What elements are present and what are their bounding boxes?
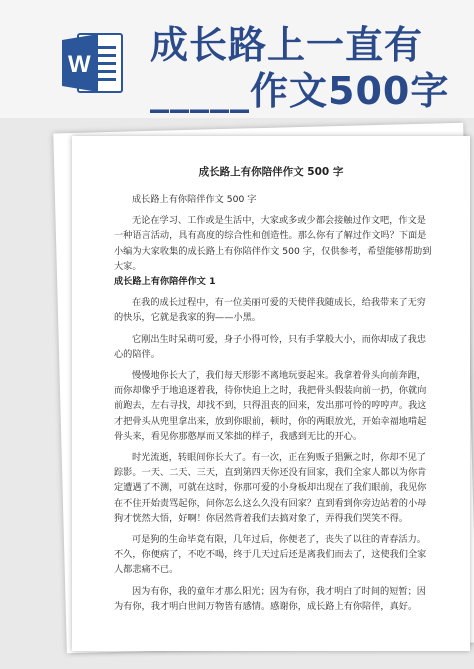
header-banner xyxy=(0,0,474,118)
document-paragraph: 可是狗的生命毕竟有限，几年过后，你便老了，丧失了以往的青春活力。不久，你便病了，不吃不喝，终于几天过后还是离我们而去了，这使我们全家人都悲痛不已。 xyxy=(114,534,427,576)
document-page xyxy=(72,136,470,651)
document-paragraph: 成长路上有你陪伴作文 500 字 xyxy=(132,194,257,205)
document-paragraph: 慢慢地你长大了，我们每天形影不离地玩耍起来。我拿着骨头向前奔跑，而你却像乎于地追逐着我，待你快追上之时，我把骨头假装向前一扔，你就向前跑去，左右寻找，却找不到，只得沮丧的回来，发出那可怜的哼哼声。我这才把骨头从兜里拿出来，放到你眼前，顿时，你的两眼放光，开始幸福地啃起骨头来，看见你那憨厚而又笨拙的样子，我感到无比的开心。 xyxy=(114,370,427,442)
document-paragraph: 时光流逝，转眼间你长大了。有一次，正在狗贩子猖獗之时，你却不见了踪影。一天、二天、三天，直到第四天你还没有回家，我们全家人都以为你肯定遭遇了不测，可就在这时，你那可爱的小身板却出现在了我们眼前，我见你在不住开始责骂起你，问你怎么这么久没有回家？直到看到你旁边站着的小母狗才恍然大悟，好啊！你居然背着我们去搞对象了，弄得我们哭笑不得。 xyxy=(114,452,427,524)
document-body xyxy=(114,192,434,614)
page-title: 成长路上一直有_____作文500字 xyxy=(150,23,450,113)
document-paragraph: 因为有你，我的童年才那么阳光；因为有你，我才明白了时间的短暂；因为有你，我才明白世间万物皆有感情。感谢你，成长路上有你陪伴，真好。 xyxy=(114,585,426,612)
document-paragraph: 在我的成长过程中，有一位美丽可爱的天使伴我随成长，给我带来了无穷的快乐，它就是我家的狗——小黑。 xyxy=(114,297,426,324)
svg-text:W: W xyxy=(68,51,91,78)
document-paragraph: 无论在学习、工作或是生活中，大家或多或少都会接触过作文吧，作文是一种语言活动，具有高度的综合性和创造性。那么你有了解过作文吗？下面是小编为大家收集的成长路上有你陪伴作文 500 字，仅供参考，希望能够帮助到大家。 xyxy=(114,215,432,272)
section-heading: 成长路上有你陪伴作文 1 xyxy=(114,276,216,288)
word-document-icon xyxy=(60,30,124,96)
document-paragraph: 它刚出生时呆萌可爱，身子小得可怜，只有手掌般大小，而你却成了我忠心的陪伴。 xyxy=(114,333,426,360)
document-title: 成长路上有你陪伴作文 500 字 xyxy=(198,166,344,178)
